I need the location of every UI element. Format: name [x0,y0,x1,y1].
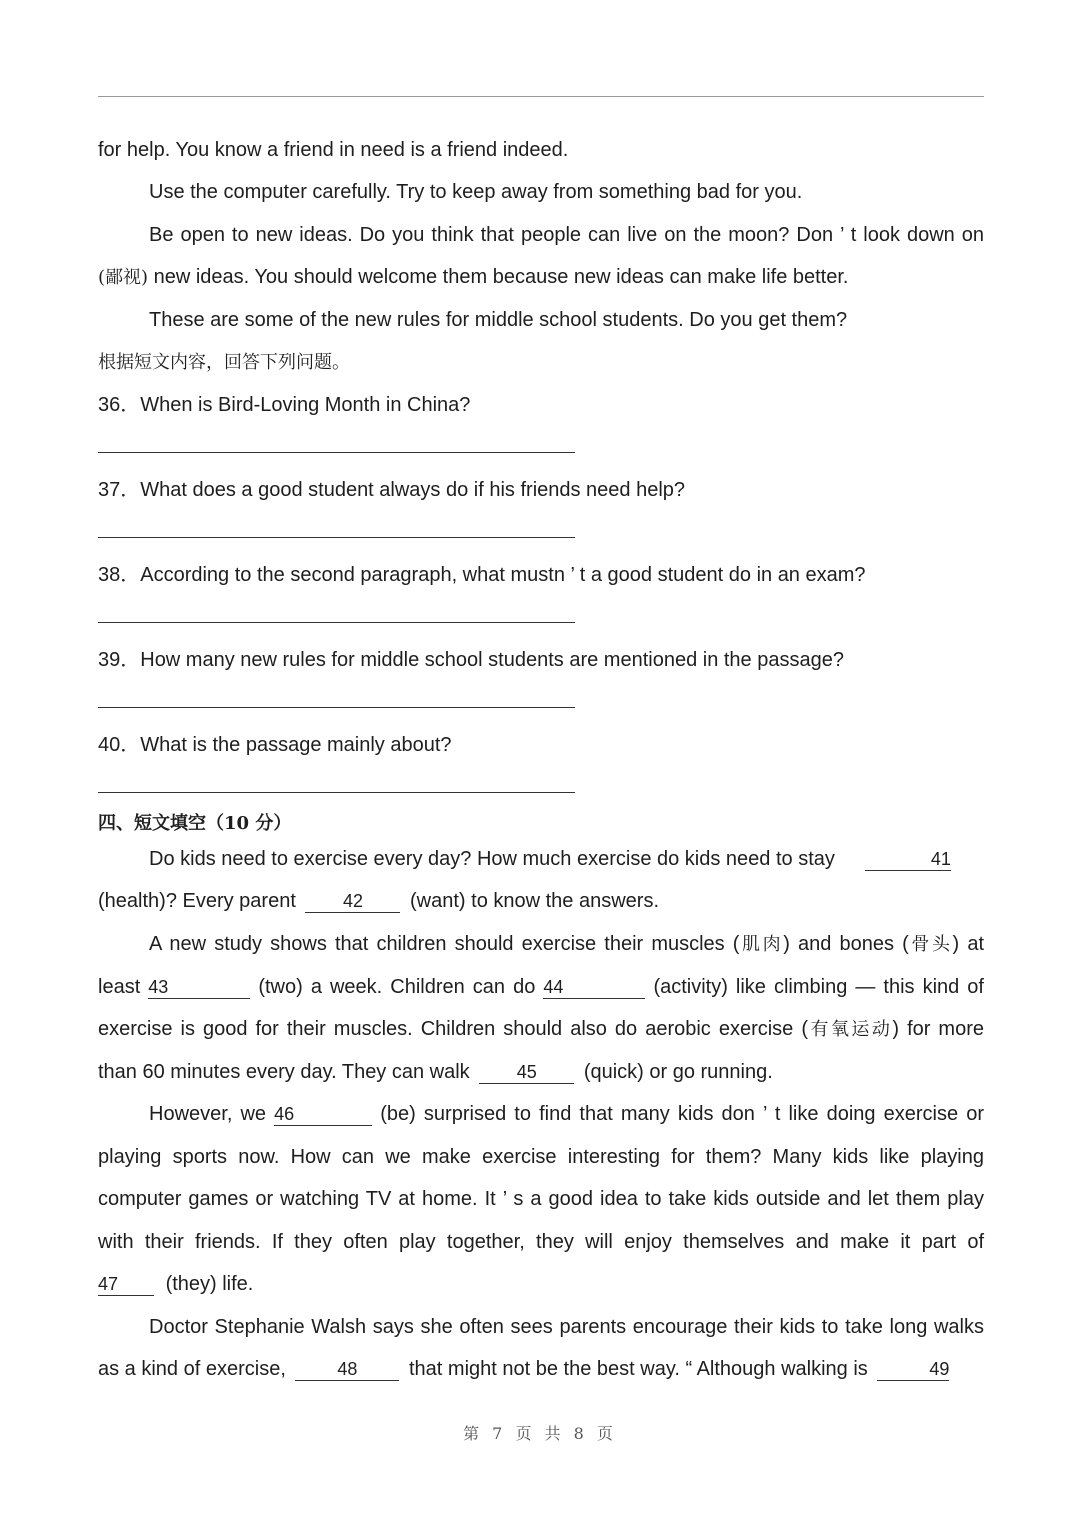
cloze-line [98,973,984,1001]
cloze-text: (two) a week. Children can do [258,976,536,998]
cloze-line [98,845,994,873]
blank-43[interactable]: 43 [148,976,250,999]
cloze-text: Do kids need to exercise every day? How much exercise do kids need to stay [149,848,835,870]
blank-44[interactable]: 44 [543,976,645,999]
answer-line-37[interactable] [98,537,575,538]
cloze-text: ) and bones ( [783,933,909,955]
answer-line-40[interactable] [98,792,575,793]
cloze-line [98,887,984,915]
cloze-text: (quick) or go running. [583,1061,773,1083]
cloze-text: than 60 minutes every day. They can walk [98,1061,470,1083]
chinese-gloss: 有氧运动 [808,1019,893,1040]
cloze-text: (be) surprised to find that many kids don ’ t like doing exercise or [380,1103,984,1125]
blank-46[interactable]: 46 [274,1103,372,1126]
cloze-text: (they) life. [165,1273,254,1295]
cloze-text: (activity) like climbing — this kind of [653,976,984,998]
chinese-gloss: 骨头 [908,934,953,955]
cloze-text: However, we [149,1103,267,1125]
question-39: 39．How many new rules for middle school students are mentioned in the passage? [98,649,844,671]
cloze-line: with their friends. If they often play together, they will enjoy themselves and make it part of [98,1231,984,1253]
cloze-text: least [98,976,141,998]
question-36: 36．When is Bird-Loving Month in China? [98,394,471,416]
cloze-text: as a kind of exercise, [98,1358,286,1380]
cloze-line: Doctor Stephanie Walsh says she often sees parents encourage their kids to take long walks [149,1316,984,1338]
cloze-line [98,1270,984,1298]
cloze-line: playing sports now. How can we make exercise interesting for them? Many kids like playing [98,1146,984,1168]
passage-line: for help. You know a friend in need is a friend indeed. [98,139,569,161]
cloze-text: (health)? Every parent [98,890,296,912]
chinese-gloss: (鄙视) [98,267,149,288]
question-37: 37．What does a good student always do if his friends need help? [98,479,686,501]
instruction: 根据短文内容，回答下列问题。 [98,352,350,373]
chinese-gloss: 肌肉 [739,934,784,955]
passage-line: These are some of the new rules for middle school students. Do you get them? [149,309,848,331]
blank-47[interactable]: 47 [98,1273,154,1296]
cloze-text: (want) to know the answers. [410,890,660,912]
passage-text: new ideas. You should welcome them because new ideas can make life better. [148,266,849,288]
cloze-line: computer games or watching TV at home. It ’ s a good idea to take kids outside and let them play [98,1188,984,1210]
cloze-line [98,1100,984,1128]
question-38: 38．According to the second paragraph, what mustn ’ t a good student do in an exam? [98,564,866,586]
cloze-text: A new study shows that children should exercise their muscles ( [149,933,740,955]
answer-line-38[interactable] [98,622,575,623]
blank-41[interactable]: 41 [865,848,951,871]
cloze-line [98,1058,984,1086]
page-footer: 第 7 页 共 8 页 [463,1424,617,1443]
cloze-line [98,1355,994,1383]
cloze-line [98,1015,984,1044]
blank-49[interactable]: 49 [877,1358,949,1381]
header-rule [98,96,984,97]
answer-line-36[interactable] [98,452,575,453]
passage-line: Use the computer carefully. Try to keep away from something bad for you. [149,181,803,203]
passage-line [98,263,984,292]
cloze-text: that might not be the best way. “ Although walking is [409,1358,868,1380]
cloze-text: ) at [952,933,985,955]
cloze-text: exercise is good for their muscles. Children should also do aerobic exercise ( [98,1018,808,1040]
answer-line-39[interactable] [98,707,575,708]
blank-42[interactable]: 42 [305,890,400,913]
cloze-text: ) for more [892,1018,985,1040]
question-40: 40．What is the passage mainly about? [98,734,452,756]
cloze-line [98,930,984,959]
blank-48[interactable]: 48 [295,1358,399,1381]
section-heading: 四、短文填空（10 分） [98,813,292,834]
blank-45[interactable]: 45 [479,1061,574,1084]
passage-line: Be open to new ideas. Do you think that people can live on the moon? Don ’ t look down on [149,224,984,246]
